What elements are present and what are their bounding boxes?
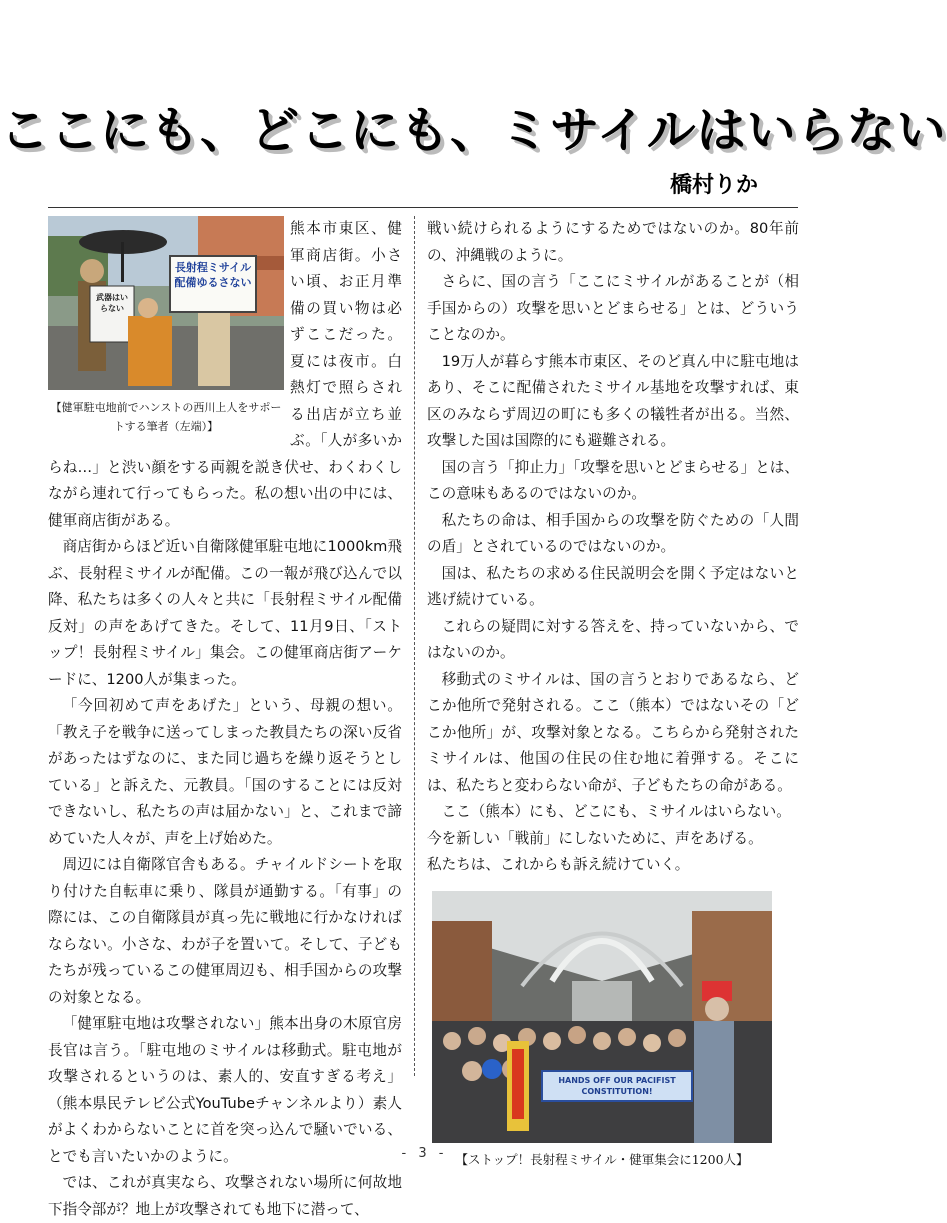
left-paragraph-5: 「健軍駐屯地は攻撃されない」熊本出身の木原官房長官は言う。「駐屯地のミサイルは移動式。駐屯地が攻撃されるというのは、素人的、安直すぎる考え」（熊本県民テレビ公式YouTubeチャンネルより）素人がよくわからないことに首を突っ込んで騒いでいる、とでも言いたいかのように。 xyxy=(48,1015,402,1165)
protest-sign-small: 武器はいらない xyxy=(96,293,128,313)
rally-photo xyxy=(432,891,772,1143)
right-paragraph-6: 国は、私たちの求める住民説明会を開く予定はないと逃げ続けている。 xyxy=(427,564,799,608)
right-paragraph-10: 今を新しい「戦前」にしないために、声をあげる。 xyxy=(427,829,763,847)
left-paragraph-3: 「今回初めて声をあげた」という、母親の想い。「教え子を戦争に送ってしまった教員たちの深い反省があったはずなのに、また同じ過ちを繰り返そうとしている」と訴えた、元教員。「国のすることには反対できないし、私たちの声は届かない」と、これまで諦めていた人々が、声を上げ始めた。 xyxy=(48,697,402,847)
hunger-strike-photo-art xyxy=(48,216,284,390)
protest-sign-main: 長射程ミサイル配備ゆるさない xyxy=(174,261,252,289)
rally-photo-art xyxy=(432,891,772,1143)
right-paragraph-3: 19万人が暮らす熊本市東区、そのど真ん中に駐屯地はあり、そこに配備されたミサイル基地を攻撃すれば、東区のみならず周辺の町にも多くの犠牲者が出る。当然、攻撃した国は国際的にも避難される。 xyxy=(427,352,799,449)
article-title: ここにも、どこにも、ミサイルはいらない xyxy=(0,102,947,159)
left-column xyxy=(48,216,402,1223)
right-column xyxy=(427,216,799,1173)
rally-banner-text: HANDS OFF OUR PACIFIST CONSTITUTION! xyxy=(558,1075,676,1096)
page-number: - 3 - xyxy=(401,1146,448,1161)
right-paragraph-8: 移動式のミサイルは、国の言うとおりであるなら、どこか他所で発射される。ここ（熊本）ではないその「どこか他所」が、攻撃対象となる。こちらから発射されたミサイルは、他国の住民の住む地に着弾する。そこには、私たちと変わらない命が、子どもたちの命がある。 xyxy=(427,670,799,794)
column-divider xyxy=(414,216,415,1076)
photo1-caption: 【健軍駐屯地前でハンストの西川上人をサポートする筆者（左端）】 xyxy=(50,401,282,433)
right-paragraph-5: 私たちの命は、相手国からの攻撃を防ぐための「人間の盾」とされているのではないのか。 xyxy=(427,511,799,555)
right-paragraph-4: 国の言う「抑止力」「攻撃を思いとどまらせる」とは、この意味もあるのではないのか。 xyxy=(427,458,799,502)
right-paragraph-2: さらに、国の言う「ここにミサイルがあることが（相手国からの）攻撃を思いとどまらせる」とは、どういうことなのか。 xyxy=(427,273,799,343)
hunger-strike-photo xyxy=(48,216,284,390)
right-paragraph-7: これらの疑問に対する答えを、持っていないから、ではないのか。 xyxy=(427,617,799,661)
left-paragraph-6: では、これが真実なら、攻撃されない場所に何故地下指令部が？地上が攻撃されても地下に潜って、 xyxy=(48,1174,402,1218)
right-paragraph-1: 戦い続けられるようにするためではないのか。80年前の、沖縄戦のように。 xyxy=(427,220,799,264)
right-paragraph-9: ここ（熊本）にも、どこにも、ミサイルはいらない。 xyxy=(441,803,791,820)
right-paragraph-11: 私たちは、これからも訴え続けていく。 xyxy=(427,856,690,873)
left-paragraph-4: 周辺には自衛隊官舎もある。チャイルドシートを取り付けた自転車に乗り、隊員が通勤する。「有事」の際には、この自衛隊員が真っ先に戦地に行かなければならない。小さな、わが子を置いて。そして、子どもたちが残っているこの健軍周辺も、相手国からの攻撃の対象となる。 xyxy=(48,856,402,1006)
author-name: 橋村りか xyxy=(669,173,758,198)
left-paragraph-2: 商店街からほど近い自衛隊健軍駐屯地に1000km飛ぶ、長射程ミサイルが配備。この一報が飛び込んで以降、私たちは多くの人々と共に「長射程ミサイル配備反対」の声をあげてきた。そして、11月9日、「ストップ！長射程ミサイル」集会。この健軍商店街アーケードに、1200人が集まった。 xyxy=(48,538,402,688)
photo2-caption: 【ストップ！長射程ミサイル・健軍集会に1200人】 xyxy=(455,1151,749,1167)
left-paragraph-1: 熊本市東区、健軍商店街。小さい頃、お正月準備の買い物は必ずここだった。夏には夜市。白熱灯で照らされる出店が立ち並ぶ。「人が多いからね…」と渋い顔をする両親を説き伏せ、わくわくしながら連れて行ってもらった。私の想い出の中には、健軍商店街がある。 xyxy=(48,220,402,529)
title-rule xyxy=(48,207,798,208)
photo1-block xyxy=(48,216,284,434)
